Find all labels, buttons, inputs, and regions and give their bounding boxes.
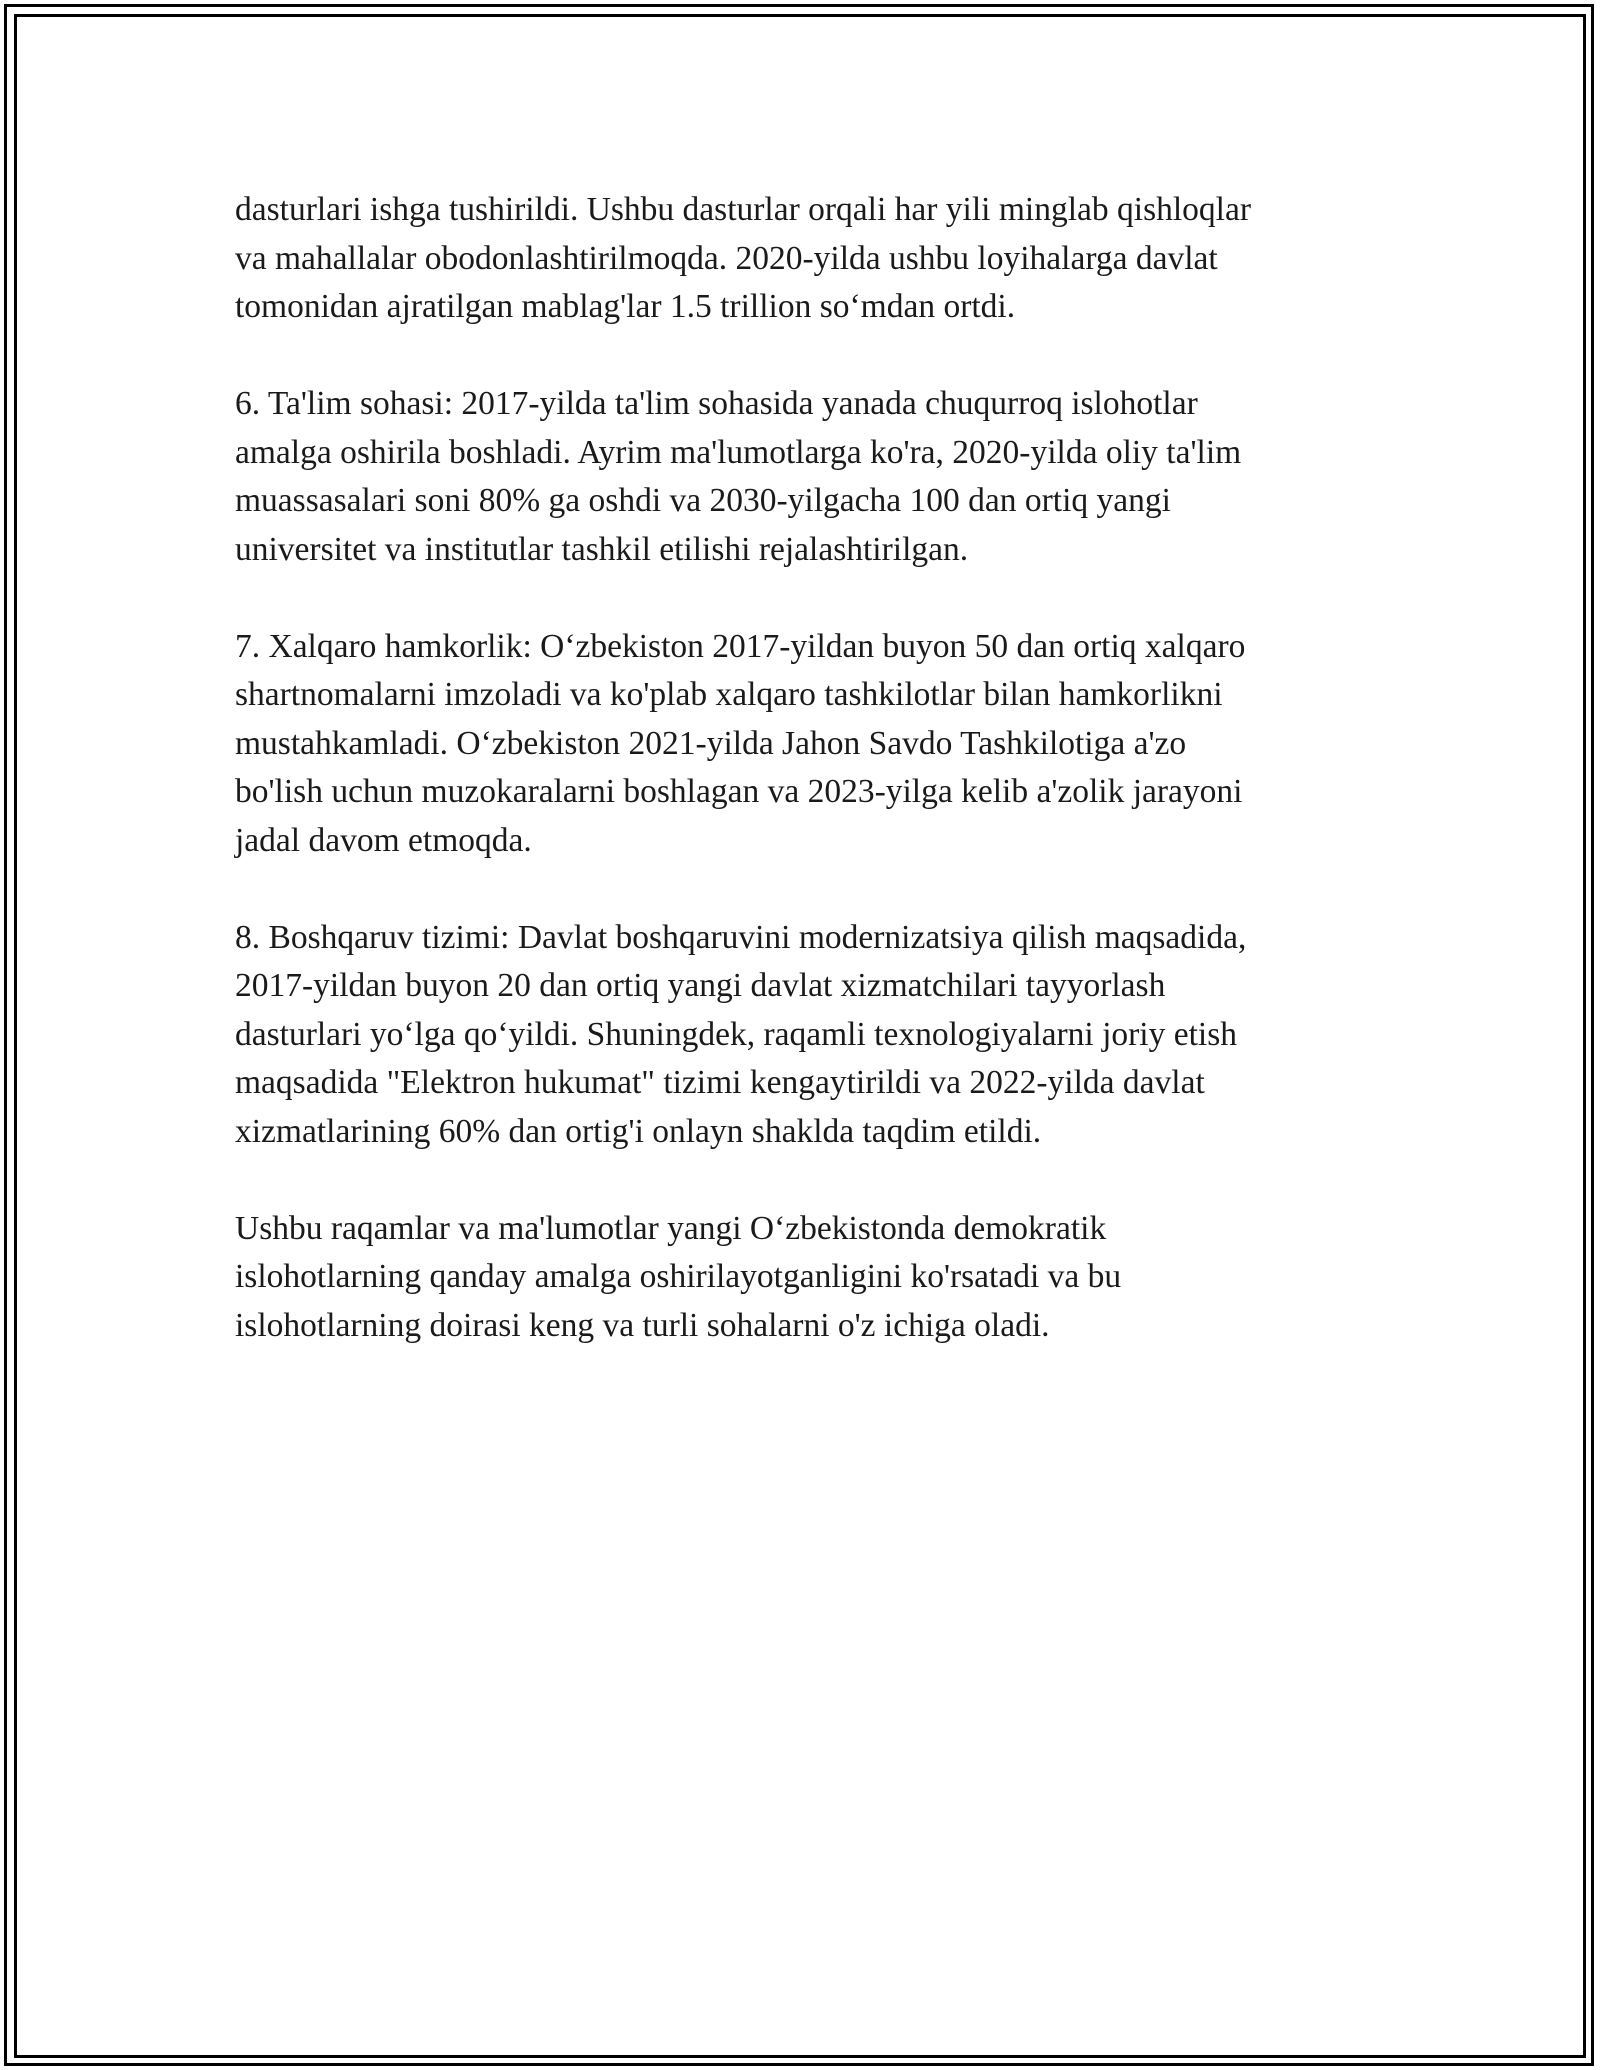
paragraph-governance: 8. Boshqaruv tizimi: Davlat boshqaruvini modernizatsiya qilish maqsadida, 2017-yildan buyon 20 dan ortiq yangi davlat xizmatchilari tayyorlash dasturlari yo‘lga qo‘yildi. Shuningdek, raqamli texnologiyalarni joriy etish maqsadida "Elektron hukumat" tizimi kengaytirildi va 2022-yilda davlat xizmatlarining 60% dan ortig'i onlayn shaklda taqdim etildi. — [235, 918, 1247, 1150]
document-body — [235, 186, 1395, 1399]
paragraph-education: 6. Ta'lim sohasi: 2017-yilda ta'lim sohasida yanada chuqurroq islohotlar amalga oshirila boshladi. Ayrim ma'lumotlarga ko'ra, 2020-yilda oliy ta'lim muassasalari soni 80% ga oshdi va 2030-yilgacha 100 dan ortiq yangi universitet va institutlar tashkil etilishi rejalashtirilgan. — [235, 385, 1242, 568]
paragraph-conclusion: Ushbu raqamlar va ma'lumotlar yangi O‘zbekistonda demokratik islohotlarning qanday amalga oshirilayotganligini ko'rsatadi va bu islohotlarning doirasi keng va turli sohalarni o'z ichiga oladi. — [235, 1209, 1122, 1344]
paragraph-international-cooperation: 7. Xalqaro hamkorlik: O‘zbekiston 2017-yildan buyon 50 dan ortiq xalqaro shartnomalarni imzoladi va ko'plab xalqaro tashkilotlar bilan hamkorlikni mustahkamladi. O‘zbekiston 2021-yilda Jahon Savdo Tashkilotiga a'zo bo'lish uchun muzokaralarni boshlagan va 2023-yilga kelib a'zolik jarayoni jadal davom etmoqda. — [235, 627, 1246, 859]
paragraph-rural-programs: dasturlari ishga tushirildi. Ushbu dasturlar orqali har yili minglab qishloqlar va mahallalar obodonlashtirilmoqda. 2020-yilda ushbu loyihalarga davlat tomonidan ajratilgan mablag'lar 1.5 trillion so‘mdan ortdi. — [235, 191, 1251, 325]
